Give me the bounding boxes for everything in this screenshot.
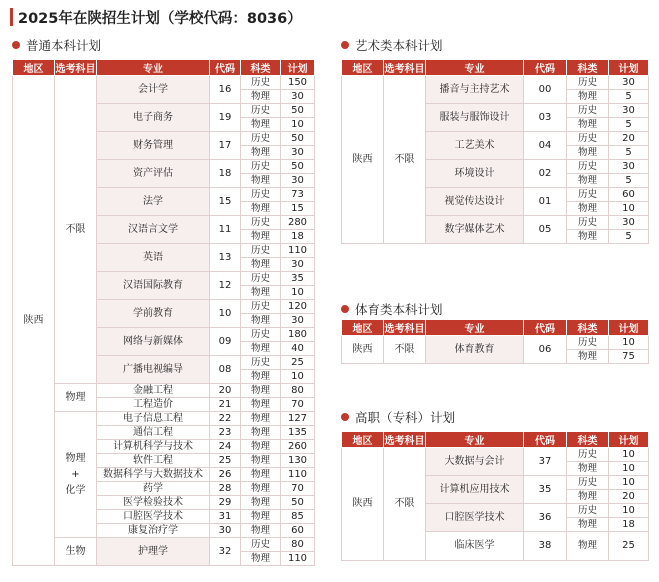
major-code-cell: 28 bbox=[210, 482, 241, 496]
major-name-cell: 康复治疗学 bbox=[97, 524, 210, 538]
plan-count-cell: 75 bbox=[609, 350, 649, 364]
category-cell: 历史 bbox=[241, 188, 281, 202]
major-code-cell: 24 bbox=[210, 440, 241, 454]
plan-count-cell: 40 bbox=[281, 342, 315, 356]
major-name-cell: 视觉传达设计 bbox=[426, 188, 524, 216]
plan-count-cell: 50 bbox=[281, 132, 315, 146]
category-cell: 物理 bbox=[241, 454, 281, 468]
major-code-cell: 23 bbox=[210, 426, 241, 440]
plan-count-cell: 10 bbox=[609, 462, 649, 476]
major-code-cell: 19 bbox=[210, 104, 241, 132]
requirement-cell bbox=[55, 412, 97, 538]
major-name-cell: 电子信息工程 bbox=[97, 412, 210, 426]
header-major: 专业 bbox=[426, 432, 524, 448]
major-name-cell: 口腔医学技术 bbox=[426, 504, 524, 532]
major-code-cell: 13 bbox=[210, 244, 241, 272]
major-name-cell: 计算机应用技术 bbox=[426, 476, 524, 504]
major-name-cell: 口腔医学技术 bbox=[97, 510, 210, 524]
requirement-part: + bbox=[71, 468, 80, 480]
plan-count-cell: 10 bbox=[609, 202, 649, 216]
category-cell: 物理 bbox=[241, 118, 281, 132]
major-name-cell: 汉语国际教育 bbox=[97, 272, 210, 300]
major-name-cell: 汉语言文学 bbox=[97, 216, 210, 244]
table-header-row bbox=[342, 320, 649, 336]
category-cell: 物理 bbox=[241, 510, 281, 524]
plan-count-cell: 60 bbox=[609, 188, 649, 202]
plan-count-cell: 20 bbox=[609, 490, 649, 504]
header-region: 地区 bbox=[342, 432, 384, 448]
major-name-cell: 电子商务 bbox=[97, 104, 210, 132]
requirement-cell: 生物 bbox=[55, 538, 97, 566]
major-name-cell: 学前教育 bbox=[97, 300, 210, 328]
header-category: 科类 bbox=[567, 60, 609, 76]
category-cell: 历史 bbox=[567, 104, 609, 118]
page-title: 2025年在陕招生计划（学校代码：8036） bbox=[18, 11, 302, 27]
title-accent-bar bbox=[10, 8, 13, 26]
major-name-cell: 英语 bbox=[97, 244, 210, 272]
major-code-cell: 09 bbox=[210, 328, 241, 356]
category-cell: 物理 bbox=[567, 518, 609, 532]
plan-count-cell: 30 bbox=[281, 314, 315, 328]
table-row bbox=[13, 76, 315, 90]
plan-count-cell: 30 bbox=[281, 90, 315, 104]
plan-count-cell: 10 bbox=[281, 370, 315, 384]
plan-count-cell: 18 bbox=[281, 230, 315, 244]
region-cell: 陕西 bbox=[342, 336, 384, 364]
section-vocational bbox=[341, 408, 455, 426]
plan-count-cell: 150 bbox=[281, 76, 315, 90]
major-code-cell: 16 bbox=[210, 76, 241, 104]
major-code-cell: 06 bbox=[524, 336, 567, 364]
plan-count-cell: 50 bbox=[281, 496, 315, 510]
plan-count-cell: 25 bbox=[609, 532, 649, 561]
major-code-cell: 25 bbox=[210, 454, 241, 468]
section-art bbox=[341, 36, 443, 54]
plan-count-cell: 5 bbox=[609, 174, 649, 188]
header-plan: 计划 bbox=[281, 60, 315, 76]
category-cell: 历史 bbox=[241, 104, 281, 118]
major-name-cell: 药学 bbox=[97, 482, 210, 496]
bullet-dot-icon bbox=[341, 305, 349, 313]
category-cell: 历史 bbox=[241, 160, 281, 174]
header-plan: 计划 bbox=[609, 60, 649, 76]
plan-count-cell: 10 bbox=[609, 504, 649, 518]
major-name-cell: 医学检验技术 bbox=[97, 496, 210, 510]
table-row bbox=[13, 538, 315, 552]
category-cell: 物理 bbox=[567, 118, 609, 132]
category-cell: 物理 bbox=[241, 90, 281, 104]
major-name-cell: 体育教育 bbox=[426, 336, 524, 364]
plan-count-cell: 5 bbox=[609, 118, 649, 132]
plan-count-cell: 20 bbox=[609, 132, 649, 146]
category-cell: 物理 bbox=[567, 174, 609, 188]
table-row bbox=[13, 412, 315, 426]
major-name-cell: 大数据与会计 bbox=[426, 448, 524, 476]
header-code: 代码 bbox=[524, 432, 567, 448]
header-category: 科类 bbox=[567, 432, 609, 448]
requirement-cell: 不限 bbox=[384, 448, 426, 561]
plan-count-cell: 110 bbox=[281, 552, 315, 566]
plan-count-cell: 60 bbox=[281, 524, 315, 538]
section-art-label: 艺术类本科计划 bbox=[355, 38, 443, 53]
major-code-cell: 03 bbox=[524, 104, 567, 132]
plan-count-cell: 10 bbox=[609, 336, 649, 350]
header-code: 代码 bbox=[524, 60, 567, 76]
category-cell: 历史 bbox=[241, 244, 281, 258]
region-cell: 陕西 bbox=[13, 76, 55, 566]
category-cell: 物理 bbox=[241, 468, 281, 482]
plan-count-cell: 73 bbox=[281, 188, 315, 202]
major-name-cell: 会计学 bbox=[97, 76, 210, 104]
category-cell: 历史 bbox=[567, 448, 609, 462]
plan-count-cell: 30 bbox=[609, 104, 649, 118]
requirement-cell: 物理 bbox=[55, 384, 97, 412]
major-code-cell: 02 bbox=[524, 160, 567, 188]
header-requirement: 选考科目 bbox=[384, 432, 426, 448]
header-major: 专业 bbox=[426, 60, 524, 76]
major-name-cell: 广播电视编导 bbox=[97, 356, 210, 384]
major-code-cell: 05 bbox=[524, 216, 567, 244]
requirement-cell: 不限 bbox=[384, 336, 426, 364]
major-name-cell: 护理学 bbox=[97, 538, 210, 566]
category-cell: 物理 bbox=[567, 462, 609, 476]
section-vocational-label: 高职（专科）计划 bbox=[355, 410, 456, 425]
table-row bbox=[342, 76, 649, 90]
table-header-row bbox=[342, 60, 649, 76]
header-plan: 计划 bbox=[609, 320, 649, 336]
major-code-cell: 37 bbox=[524, 448, 567, 476]
header-major: 专业 bbox=[97, 60, 210, 76]
category-cell: 物理 bbox=[241, 440, 281, 454]
category-cell: 历史 bbox=[241, 76, 281, 90]
plan-count-cell: 30 bbox=[281, 258, 315, 272]
plan-count-cell: 110 bbox=[281, 468, 315, 482]
major-name-cell: 工艺美术 bbox=[426, 132, 524, 160]
category-cell: 历史 bbox=[241, 272, 281, 286]
major-code-cell: 15 bbox=[210, 188, 241, 216]
category-cell: 物理 bbox=[241, 258, 281, 272]
plan-count-cell: 35 bbox=[281, 272, 315, 286]
major-code-cell: 18 bbox=[210, 160, 241, 188]
plan-count-cell: 18 bbox=[609, 518, 649, 532]
category-cell: 历史 bbox=[567, 188, 609, 202]
category-cell: 物理 bbox=[241, 202, 281, 216]
category-cell: 物理 bbox=[567, 490, 609, 504]
plan-count-cell: 10 bbox=[281, 286, 315, 300]
header-code: 代码 bbox=[524, 320, 567, 336]
category-cell: 物理 bbox=[567, 350, 609, 364]
plan-count-cell: 30 bbox=[281, 146, 315, 160]
major-code-cell: 20 bbox=[210, 384, 241, 398]
major-code-cell: 31 bbox=[210, 510, 241, 524]
table-row bbox=[13, 384, 315, 398]
plan-count-cell: 50 bbox=[281, 160, 315, 174]
plan-count-cell: 30 bbox=[609, 76, 649, 90]
category-cell: 物理 bbox=[241, 398, 281, 412]
major-code-cell: 22 bbox=[210, 412, 241, 426]
requirement-part: 物理 bbox=[65, 452, 86, 464]
category-cell: 历史 bbox=[567, 132, 609, 146]
plan-count-cell: 10 bbox=[609, 476, 649, 490]
category-cell: 物理 bbox=[241, 286, 281, 300]
category-cell: 历史 bbox=[567, 76, 609, 90]
category-cell: 物理 bbox=[241, 482, 281, 496]
section-sports-label: 体育类本科计划 bbox=[355, 302, 443, 317]
bullet-dot-icon bbox=[341, 41, 349, 49]
major-code-cell: 17 bbox=[210, 132, 241, 160]
category-cell: 历史 bbox=[567, 160, 609, 174]
art-plan-table bbox=[341, 59, 649, 244]
major-name-cell: 财务管理 bbox=[97, 132, 210, 160]
region-cell: 陕西 bbox=[342, 448, 384, 561]
plan-count-cell: 80 bbox=[281, 538, 315, 552]
table-header-row bbox=[13, 60, 315, 76]
major-code-cell: 00 bbox=[524, 76, 567, 104]
plan-count-cell: 120 bbox=[281, 300, 315, 314]
major-name-cell: 金融工程 bbox=[97, 384, 210, 398]
plan-count-cell: 5 bbox=[609, 230, 649, 244]
category-cell: 物理 bbox=[241, 552, 281, 566]
category-cell: 物理 bbox=[567, 532, 609, 561]
sports-plan-table bbox=[341, 319, 649, 364]
plan-count-cell: 110 bbox=[281, 244, 315, 258]
category-cell: 历史 bbox=[567, 336, 609, 350]
region-cell: 陕西 bbox=[342, 76, 384, 244]
header-region: 地区 bbox=[13, 60, 55, 76]
plan-count-cell: 70 bbox=[281, 482, 315, 496]
major-code-cell: 11 bbox=[210, 216, 241, 244]
category-cell: 物理 bbox=[567, 230, 609, 244]
requirement-part: 化学 bbox=[65, 484, 86, 496]
category-cell: 物理 bbox=[241, 314, 281, 328]
plan-count-cell: 25 bbox=[281, 356, 315, 370]
category-cell: 物理 bbox=[241, 174, 281, 188]
plan-count-cell: 180 bbox=[281, 328, 315, 342]
plan-count-cell: 70 bbox=[281, 398, 315, 412]
category-cell: 物理 bbox=[567, 90, 609, 104]
bullet-dot-icon bbox=[12, 41, 20, 49]
category-cell: 物理 bbox=[241, 342, 281, 356]
major-code-cell: 10 bbox=[210, 300, 241, 328]
plan-count-cell: 85 bbox=[281, 510, 315, 524]
major-name-cell: 计算机科学与技术 bbox=[97, 440, 210, 454]
category-cell: 历史 bbox=[241, 538, 281, 552]
major-name-cell: 临床医学 bbox=[426, 532, 524, 561]
major-code-cell: 01 bbox=[524, 188, 567, 216]
header-code: 代码 bbox=[210, 60, 241, 76]
major-code-cell: 29 bbox=[210, 496, 241, 510]
plan-count-cell: 5 bbox=[609, 146, 649, 160]
major-name-cell: 工程造价 bbox=[97, 398, 210, 412]
plan-count-cell: 260 bbox=[281, 440, 315, 454]
category-cell: 物理 bbox=[241, 146, 281, 160]
major-code-cell: 35 bbox=[524, 476, 567, 504]
major-code-cell: 26 bbox=[210, 468, 241, 482]
major-name-cell: 环境设计 bbox=[426, 160, 524, 188]
major-name-cell: 法学 bbox=[97, 188, 210, 216]
header-requirement: 选考科目 bbox=[384, 320, 426, 336]
plan-count-cell: 80 bbox=[281, 384, 315, 398]
section-sports bbox=[341, 300, 443, 318]
major-name-cell: 软件工程 bbox=[97, 454, 210, 468]
plan-count-cell: 30 bbox=[281, 174, 315, 188]
category-cell: 物理 bbox=[241, 370, 281, 384]
header-major: 专业 bbox=[426, 320, 524, 336]
plan-count-cell: 30 bbox=[609, 160, 649, 174]
category-cell: 历史 bbox=[567, 476, 609, 490]
major-code-cell: 21 bbox=[210, 398, 241, 412]
plan-count-cell: 30 bbox=[609, 216, 649, 230]
header-requirement: 选考科目 bbox=[384, 60, 426, 76]
plan-count-cell: 130 bbox=[281, 454, 315, 468]
header-category: 科类 bbox=[567, 320, 609, 336]
plan-count-cell: 10 bbox=[609, 448, 649, 462]
category-cell: 物理 bbox=[567, 146, 609, 160]
category-cell: 历史 bbox=[241, 328, 281, 342]
major-name-cell: 网络与新媒体 bbox=[97, 328, 210, 356]
category-cell: 物理 bbox=[241, 230, 281, 244]
category-cell: 历史 bbox=[241, 356, 281, 370]
category-cell: 历史 bbox=[567, 504, 609, 518]
plan-count-cell: 50 bbox=[281, 104, 315, 118]
bullet-dot-icon bbox=[341, 413, 349, 421]
header-category: 科类 bbox=[241, 60, 281, 76]
major-code-cell: 32 bbox=[210, 538, 241, 566]
major-name-cell: 播音与主持艺术 bbox=[426, 76, 524, 104]
major-name-cell: 数据科学与大数据技术 bbox=[97, 468, 210, 482]
major-name-cell: 数字媒体艺术 bbox=[426, 216, 524, 244]
category-cell: 物理 bbox=[241, 524, 281, 538]
plan-count-cell: 280 bbox=[281, 216, 315, 230]
category-cell: 物理 bbox=[241, 384, 281, 398]
vocational-plan-table bbox=[341, 431, 649, 561]
category-cell: 物理 bbox=[567, 202, 609, 216]
plan-count-cell: 135 bbox=[281, 426, 315, 440]
general-plan-table bbox=[12, 59, 315, 566]
table-header-row bbox=[342, 432, 649, 448]
category-cell: 历史 bbox=[241, 132, 281, 146]
header-region: 地区 bbox=[342, 60, 384, 76]
header-requirement: 选考科目 bbox=[55, 60, 97, 76]
section-general-label: 普通本科计划 bbox=[26, 38, 102, 53]
plan-count-cell: 127 bbox=[281, 412, 315, 426]
category-cell: 历史 bbox=[241, 216, 281, 230]
category-cell: 物理 bbox=[241, 426, 281, 440]
plan-count-cell: 5 bbox=[609, 90, 649, 104]
plan-count-cell: 10 bbox=[281, 118, 315, 132]
header-plan: 计划 bbox=[609, 432, 649, 448]
major-name-cell: 服装与服饰设计 bbox=[426, 104, 524, 132]
major-code-cell: 08 bbox=[210, 356, 241, 384]
header-region: 地区 bbox=[342, 320, 384, 336]
major-code-cell: 12 bbox=[210, 272, 241, 300]
major-code-cell: 04 bbox=[524, 132, 567, 160]
category-cell: 物理 bbox=[241, 496, 281, 510]
major-code-cell: 38 bbox=[524, 532, 567, 561]
section-general bbox=[12, 36, 101, 54]
plan-count-cell: 15 bbox=[281, 202, 315, 216]
major-name-cell: 通信工程 bbox=[97, 426, 210, 440]
category-cell: 历史 bbox=[567, 216, 609, 230]
requirement-cell: 不限 bbox=[384, 76, 426, 244]
requirement-cell: 不限 bbox=[55, 76, 97, 384]
category-cell: 物理 bbox=[241, 412, 281, 426]
major-code-cell: 36 bbox=[524, 504, 567, 532]
table-row bbox=[342, 336, 649, 350]
major-code-cell: 30 bbox=[210, 524, 241, 538]
table-row bbox=[342, 448, 649, 462]
major-name-cell: 资产评估 bbox=[97, 160, 210, 188]
category-cell: 历史 bbox=[241, 300, 281, 314]
